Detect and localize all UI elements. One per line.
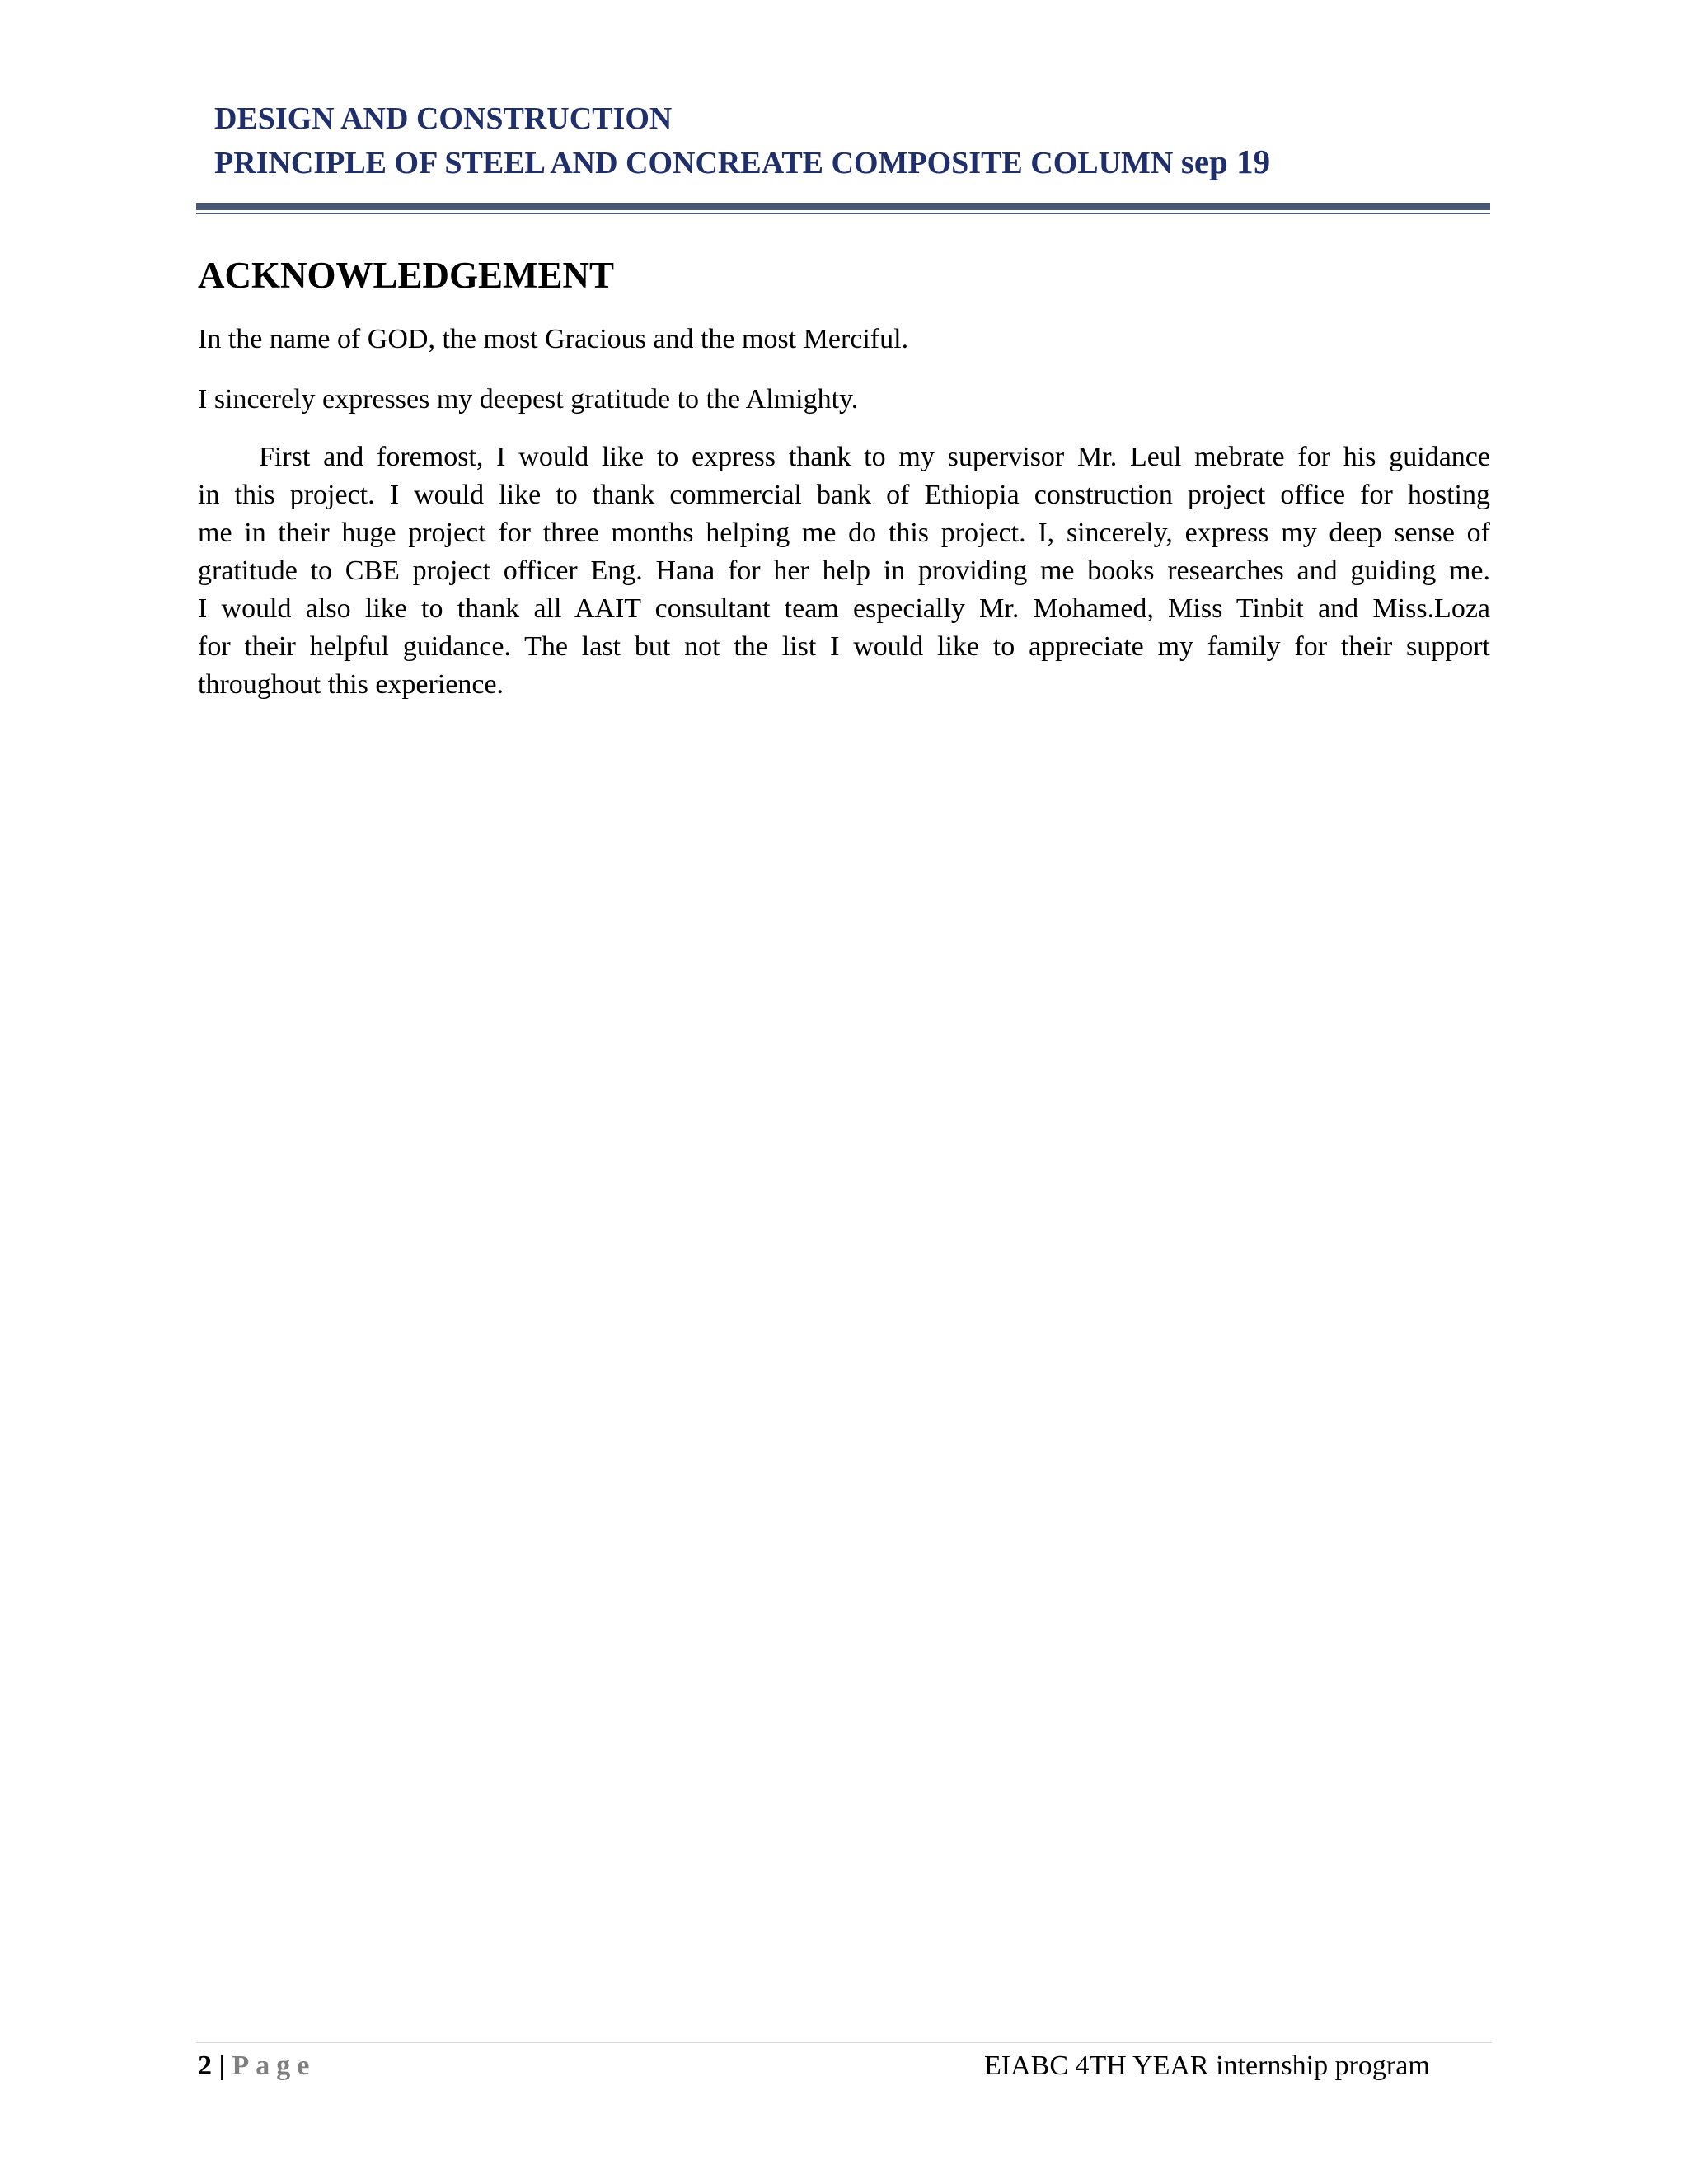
page-word: Page — [232, 2050, 316, 2081]
page-number: 2 — [198, 2050, 212, 2081]
body-line: in this project. I would like to thank commercial bank of Ethiopia construction project office for hosting — [198, 480, 1490, 510]
body-line: gratitude to CBE project officer Eng. Hana for her help in providing me books researches and guiding me. — [198, 555, 1490, 586]
page-separator: | — [218, 2050, 225, 2081]
body-line: First and foremost, I would like to express thank to my supervisor Mr. Leul mebrate for his guidance — [259, 442, 1490, 472]
header-title-text: PRINCIPLE OF STEEL AND CONCREATE COMPOSITE COLUMN — [214, 146, 1174, 180]
body-line: throughout this experience. — [198, 669, 504, 700]
body-line: for their helpful guidance. The last but not the list I would like to appreciate my family for their support — [198, 631, 1490, 662]
section-heading: ACKNOWLEDGEMENT — [198, 255, 615, 296]
header-rule-thin — [196, 213, 1490, 214]
body-line: me in their huge project for three months helping me do this project. I, sincerely, express my deep sense of — [198, 518, 1490, 548]
header-rule-thick — [196, 203, 1490, 210]
footer-rule — [196, 2042, 1492, 2043]
document-header — [214, 97, 1500, 185]
page-indicator — [198, 2047, 316, 2085]
header-date: sep 19 — [1180, 143, 1271, 180]
header-title-line-2 — [214, 140, 1500, 185]
acknowledgement-body — [198, 438, 1490, 704]
paragraph-gratitude: I sincerely expresses my deepest gratitude to the Almighty. — [198, 384, 859, 415]
header-title-line-1: DESIGN AND CONSTRUCTION — [214, 101, 673, 136]
body-line: I would also like to thank all AAIT consultant team especially Mr. Mohamed, Miss Tinbit and Miss.Loza — [198, 593, 1490, 624]
paragraph-invocation: In the name of GOD, the most Gracious and the most Merciful. — [198, 324, 909, 354]
footer-program: EIABC 4TH YEAR internship program — [984, 2050, 1430, 2081]
